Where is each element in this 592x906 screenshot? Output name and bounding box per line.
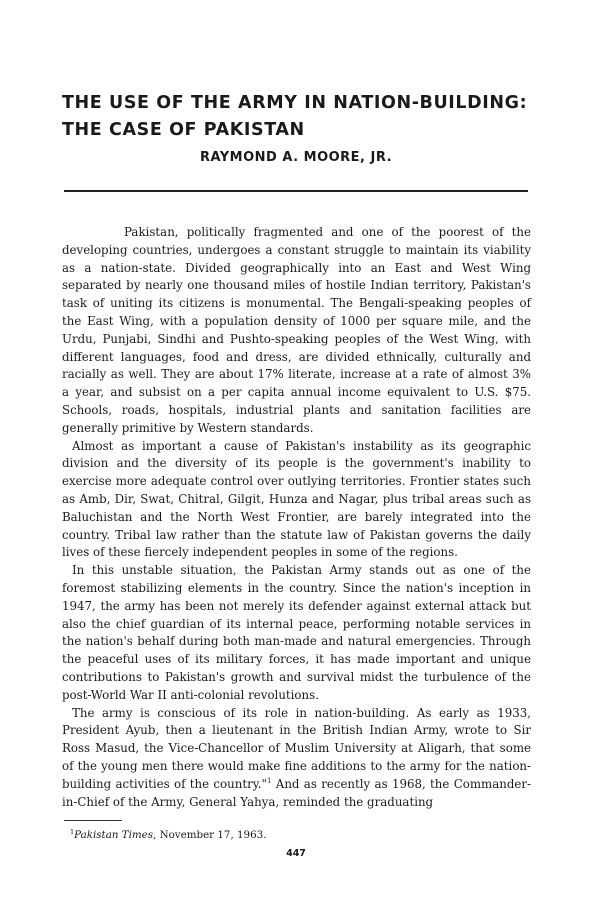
paragraph-4 <box>62 705 531 812</box>
paragraph-4-text-b: And as recently as 1968, the Commander-in-Chief of the Army, General Yahya, reminded the graduating <box>62 776 532 809</box>
title-divider <box>64 190 528 192</box>
paragraph-3: In this unstable situation, the Pakistan Army stands out as one of the foremost stabilizing elements in the country. Since the nation's inception in 1947, the army has been not merely its defender against external attack but also the chief guardian of its internal peace, performing notable services in the nation's behalf during both man-made and natural emergencies. Through the peaceful uses of its military forces, it has made important and unique contributions to Pakistan's growth and survival midst the turbulence of the post-World War II anti-colonial revolutions. <box>62 563 531 702</box>
paragraph-2: Almost as important a cause of Pakistan's instability as its geographic division and the diversity of its people is the government's inability to exercise more adequate control over outlying territories. Frontier states such as Amb, Dir, Swat, Chitral, Gilgit, Hunza and Nagar, plus tribal areas such as Baluchistan and the North West Frontier, are barely integrated into the country. Tribal law rather than the statute law of Pakistan governs the daily lives of these fiercely independent peoples in some of the regions. <box>62 438 531 560</box>
footnote <box>70 828 530 841</box>
article-body <box>62 224 531 811</box>
paragraph-4-text-a: The army is conscious of its role in nation-building. As early as 1933, President Ayub, then a lieutenant in the British Indian Army, wrote to Sir Ross Masud, the Vice-Chancellor of Muslim University at Aligarh, that some of the young men there would make fine additions to the army for the nation-building activities of the country." <box>62 705 531 791</box>
page-number: 447 <box>286 848 306 859</box>
footnote-divider <box>64 820 122 821</box>
footnote-detail: , November 17, 1963. <box>153 829 267 841</box>
footnote-source: Pakistan Times <box>74 829 154 841</box>
title-line-1: THE USE OF THE ARMY IN NATION-BUILDING: <box>62 93 528 113</box>
footnote-reference: 1 <box>267 776 272 785</box>
title-line-2: THE CASE OF PAKISTAN <box>62 120 305 140</box>
footnote-marker: 1 <box>70 828 75 836</box>
article-title <box>62 90 562 144</box>
author-name: RAYMOND A. MOORE, JR. <box>199 150 393 165</box>
paragraph-1: Pakistan, politically fragmented and one of the poorest of the developing countries, undergoes a constant struggle to maintain its viability as a nation-state. Divided geographically into an East and West Wing separated by nearly one thousand miles of hostile Indian territory, Pakistan's task of uniting its citizens is monumental. The Bengali-speaking peoples of the East Wing, with a population density of 1000 per square mile, and the Urdu, Punjabi, Sindhi and Pushto-speaking peoples of the West Wing, with different languages, food and dress, are divided ethnically, culturally and racially as well. They are about 17% literate, increase at a rate of almost 3% a year, and subsist on a per capita annual income equivalent to U.S. $75. Schools, roads, hospitals, industrial plants and sanitation facilities are generally primitive by Western standards. <box>62 225 531 435</box>
